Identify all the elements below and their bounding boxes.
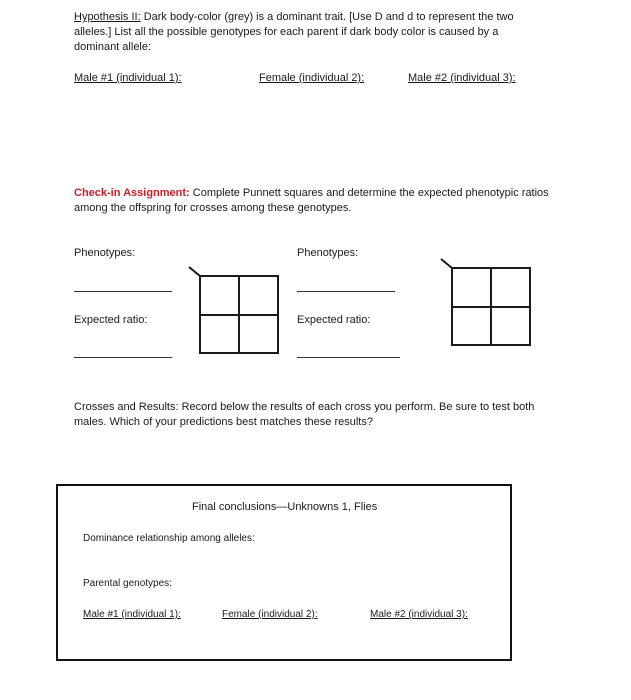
left-phenotypes-label: Phenotypes:	[74, 247, 136, 259]
checkin-text-1: Complete Punnett squares and determine the expected phenotypic ratios	[189, 187, 549, 199]
right-phenotypes-label: Phenotypes:	[297, 247, 359, 259]
right-ratio-label: Expected ratio:	[297, 314, 371, 326]
right-ratio-answer-line[interactable]	[297, 357, 400, 358]
dominance-label: Dominance relationship among alleles:	[83, 533, 255, 544]
final-conclusions-box	[56, 484, 512, 661]
parental-genotypes-label: Parental genotypes:	[83, 578, 172, 589]
hypothesis-line-1	[74, 10, 574, 25]
left-phenotypes-answer-line[interactable]	[74, 291, 172, 292]
parent-male2-label: Male #2 (individual 3):	[408, 72, 516, 84]
hypothesis-text-2: alleles.] List all the possible genotypes for each parent if dark body color is caused by a	[74, 26, 499, 38]
conclusions-title: Final conclusions—Unknowns 1, Flies	[192, 501, 378, 513]
conclusion-male2-label: Male #2 (individual 3):	[370, 609, 468, 620]
hypothesis-title: Hypothesis II:	[74, 11, 141, 23]
conclusion-female-label: Female (individual 2):	[222, 609, 318, 620]
checkin-line-1	[74, 186, 574, 201]
right-punnett-square	[438, 256, 534, 350]
hypothesis-paragraph	[74, 10, 574, 55]
crosses-line-1: Crosses and Results: Record below the results of each cross you perform. Be sure to test both	[74, 401, 535, 413]
left-ratio-label: Expected ratio:	[74, 314, 148, 326]
right-punnett-diagonal	[441, 259, 452, 268]
hypothesis-text-3: dominant allele:	[74, 41, 152, 53]
checkin-text-2: among the offspring for crosses among these genotypes.	[74, 202, 352, 214]
parent-female-label: Female (individual 2):	[259, 72, 365, 84]
hypothesis-text-1: Dark body-color (grey) is a dominant trait. [Use D and d to represent the two	[140, 11, 514, 23]
parent-male1-label: Male #1 (individual 1):	[74, 72, 182, 84]
left-punnett-diagonal	[189, 267, 200, 276]
right-phenotypes-answer-line[interactable]	[297, 291, 395, 292]
left-ratio-answer-line[interactable]	[74, 357, 172, 358]
conclusion-male1-label: Male #1 (individual 1):	[83, 609, 181, 620]
crosses-paragraph	[74, 400, 574, 430]
crosses-line-2: males. Which of your predictions best matches these results?	[74, 416, 373, 428]
checkin-label: Check-in Assignment:	[74, 187, 190, 199]
checkin-paragraph	[74, 186, 574, 216]
left-punnett-square	[186, 264, 282, 358]
